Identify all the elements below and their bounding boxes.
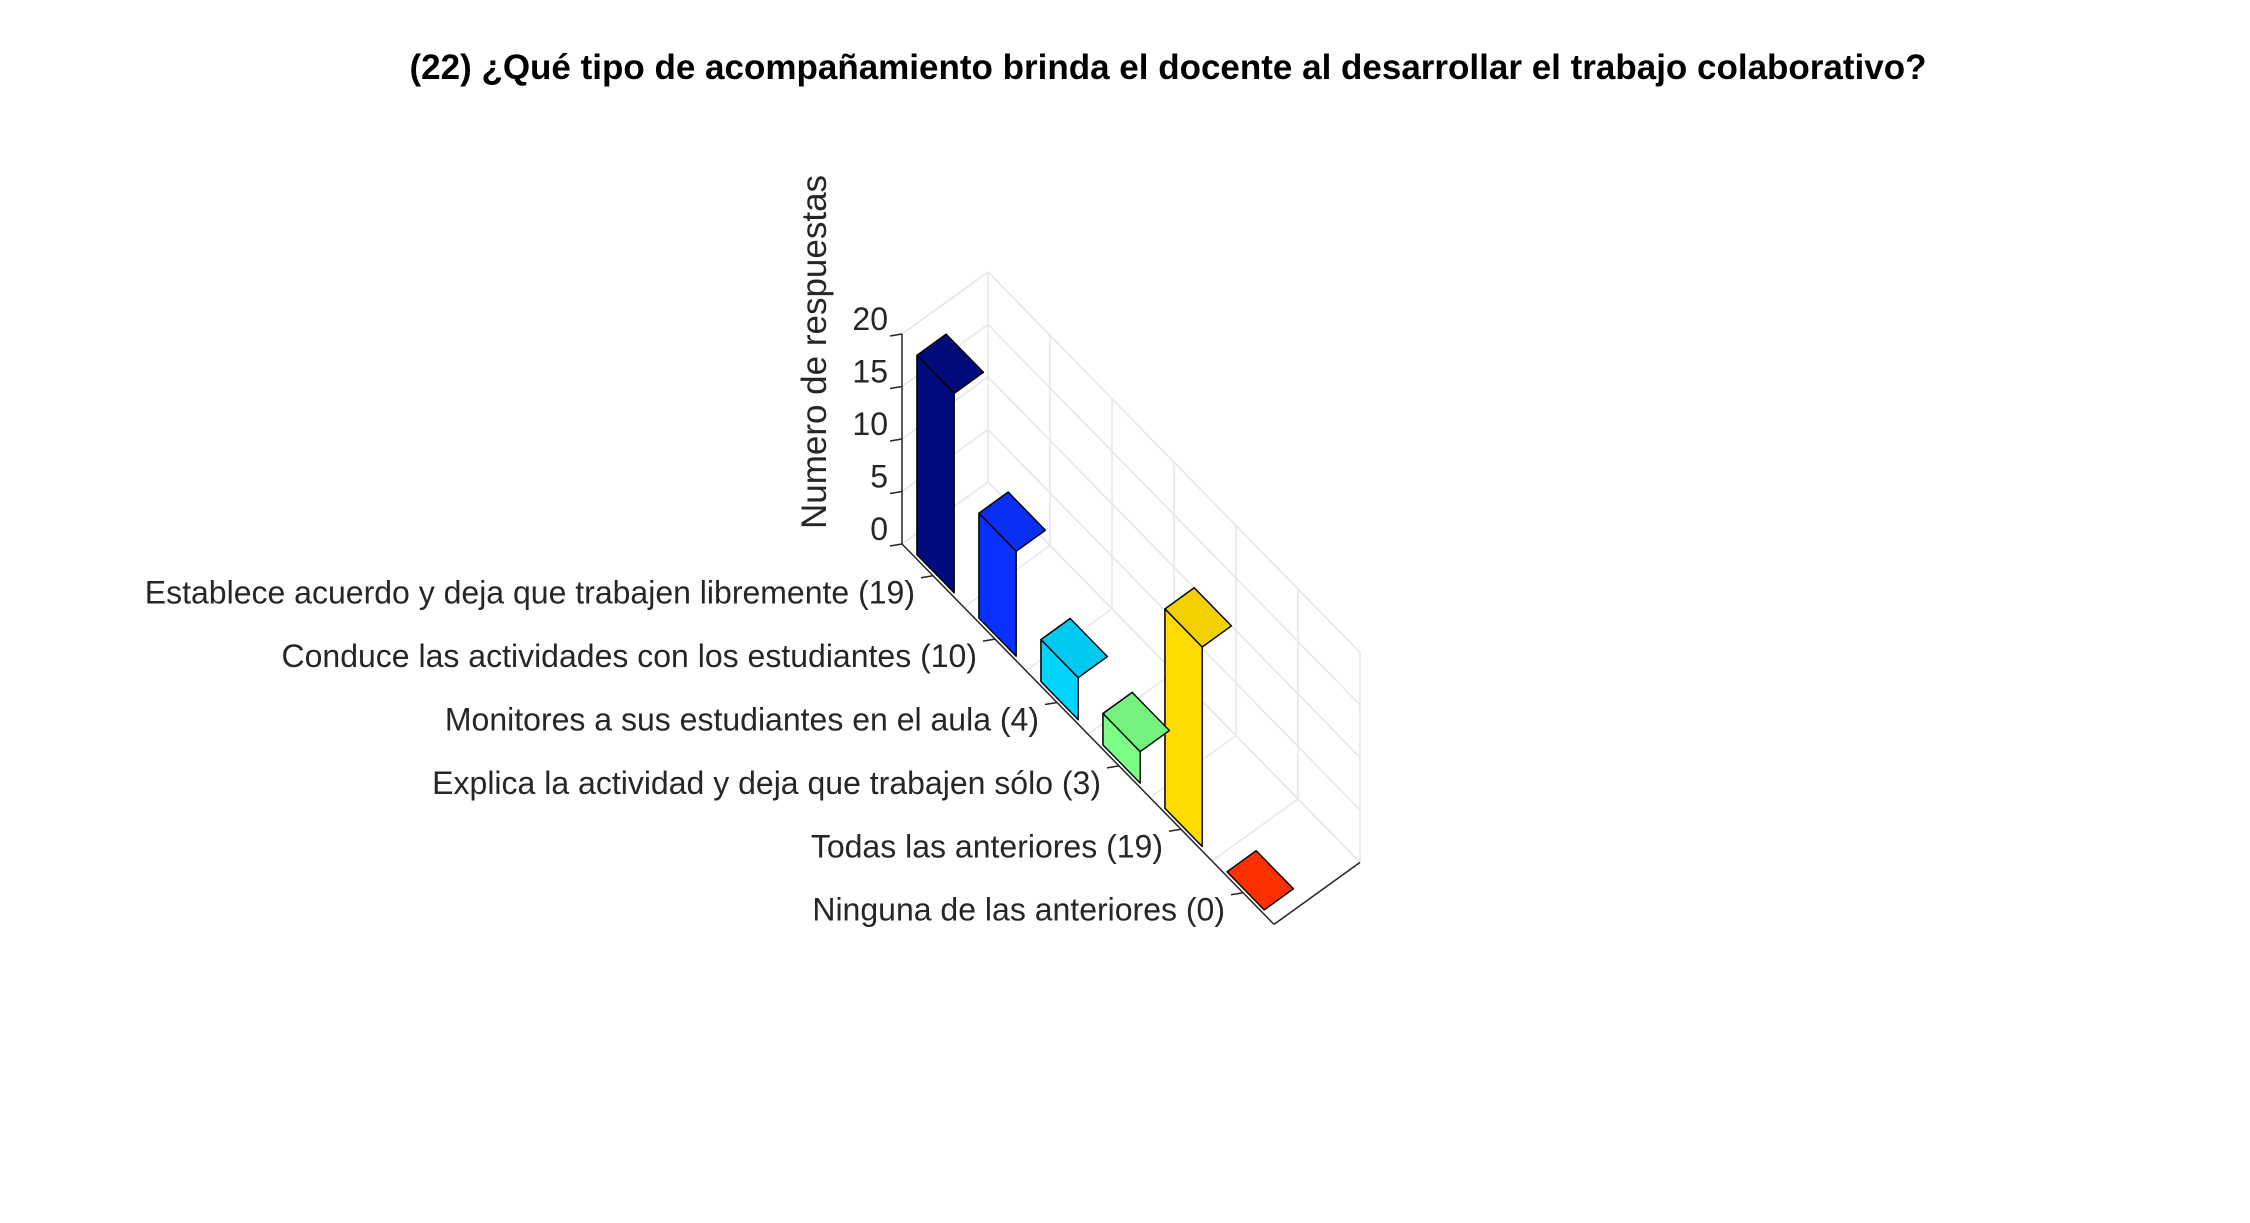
- bar-front-face: [917, 355, 954, 593]
- x-tick-mark: [1107, 766, 1119, 768]
- bar-top-face: [1227, 851, 1293, 910]
- y-tick-label: 15: [852, 353, 888, 390]
- y-tick-label: 10: [852, 406, 888, 442]
- chart-labels: [145, 301, 1225, 928]
- x-tick-mark: [1045, 703, 1057, 705]
- x-tick-mark: [1231, 893, 1243, 895]
- grid-line-top-edge: [902, 272, 988, 334]
- y-tick-mark: [890, 492, 902, 494]
- x-tick-mark: [1169, 829, 1181, 831]
- category-label: Establece acuerdo y deja que trabajen libremente (19): [144, 574, 915, 611]
- chart-title: (22) ¿Qué tipo de acompañamiento brinda el docente al desarrollar el trabajo colaborativo?: [409, 48, 1927, 87]
- x-tick-mark: [983, 639, 995, 641]
- y-tick-label: 20: [852, 301, 888, 337]
- y-tick-mark: [890, 544, 902, 546]
- category-label: Monitores a sus estudiantes en el aula (4): [444, 701, 1039, 738]
- category-label: Conduce las actividades con los estudiantes (10): [281, 638, 977, 675]
- y-axis-label: Numero de respuestas: [795, 174, 834, 530]
- y-tick-label: 0: [870, 511, 888, 547]
- x-tick-mark: [921, 576, 933, 578]
- chart-bars: [917, 334, 1293, 910]
- bar: [1165, 588, 1231, 847]
- y-tick-mark: [890, 334, 902, 336]
- category-label: Explica la actividad y deja que trabajen sólo (3): [432, 764, 1101, 801]
- bar: [917, 334, 983, 593]
- bar: [979, 492, 1045, 656]
- y-tick-mark: [890, 439, 902, 441]
- y-tick-mark: [890, 387, 902, 389]
- y-tick-label: 5: [870, 458, 888, 495]
- bar: [1227, 851, 1293, 910]
- category-label: Todas las anteriores (19): [810, 828, 1163, 865]
- bar: [1103, 692, 1169, 783]
- bar-front-face: [1165, 609, 1202, 847]
- category-label: Ninguna de las anteriores (0): [812, 891, 1225, 928]
- bar: [1041, 619, 1107, 720]
